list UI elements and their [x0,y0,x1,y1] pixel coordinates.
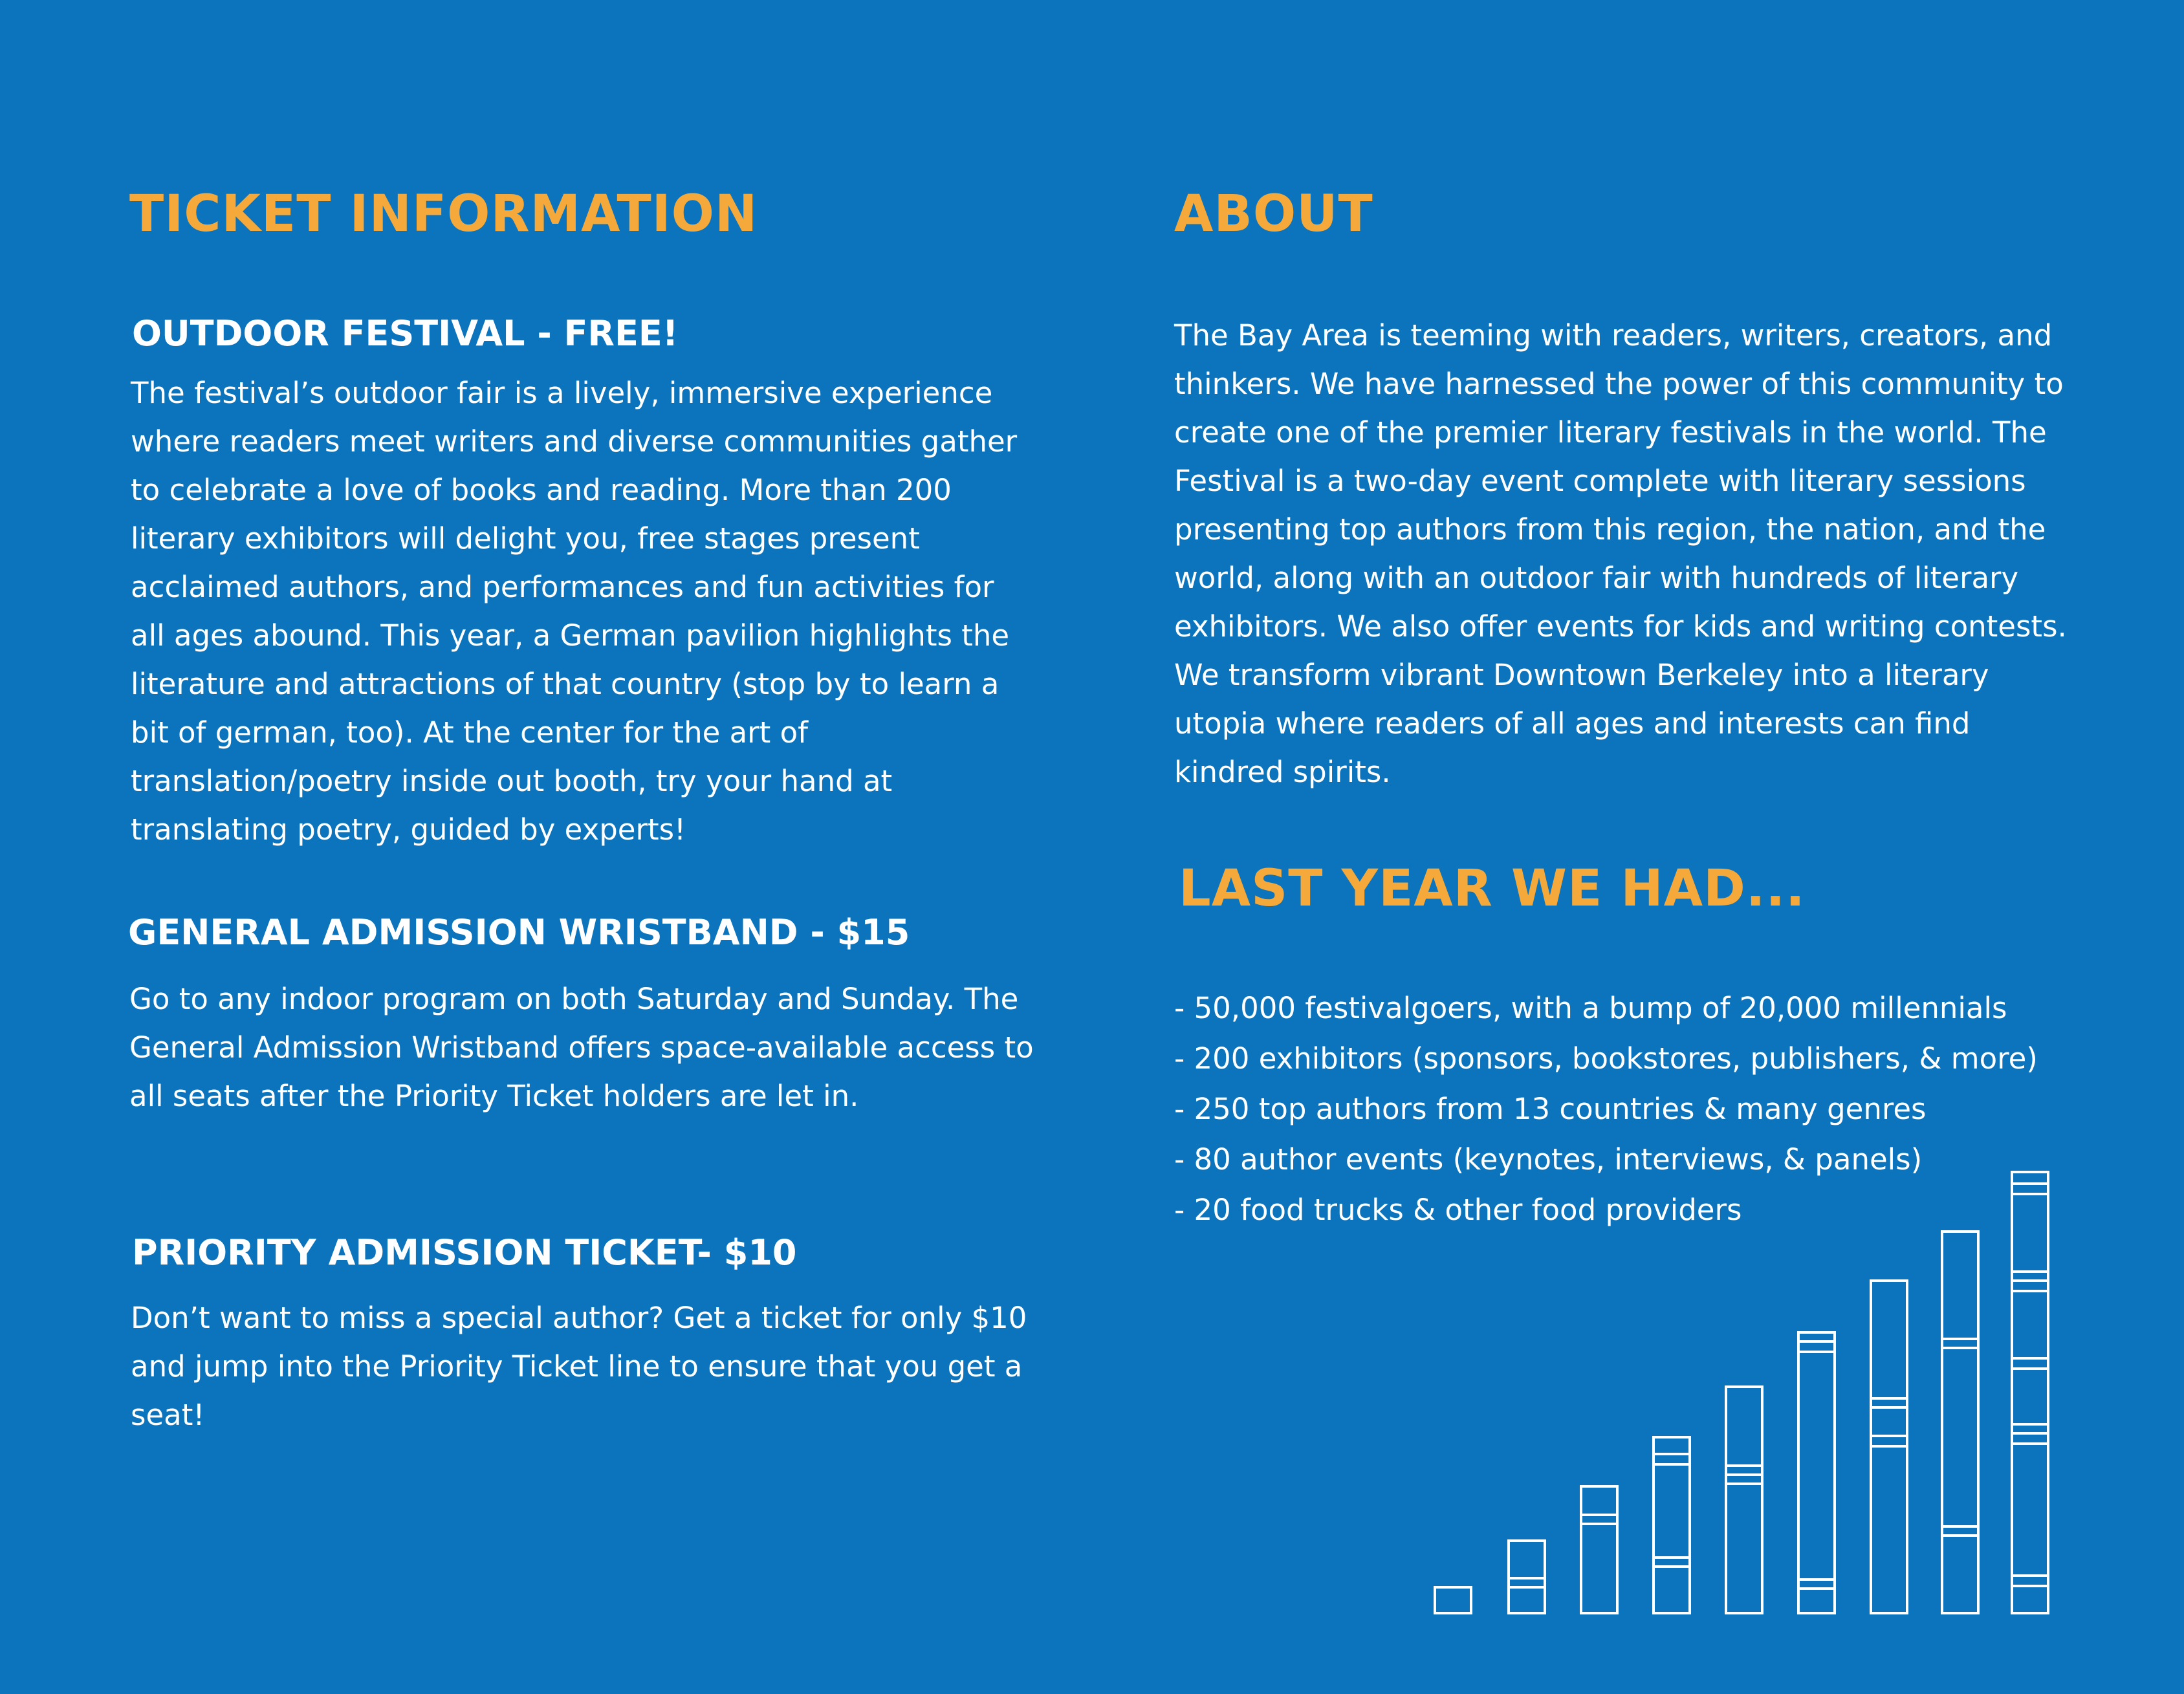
outdoor-festival-text: The festival’s outdoor fair is a lively, immersive experience where readers meet writers and diverse communities gather to celebrate a love of books and reading. More than 200 literary exhibitors will delight you, free stages present acclaimed authors, and performances and fun activities for all ages abound. This year, a German pavilion highlights the literature and attractions of that country (stop by to learn a bit of german, too). At the center for the art of translation/poetry inside out booth, try your hand at translating poetry, guided by experts! [131,376,1018,847]
book-stack-6 [1798,1332,1835,1613]
last-year-title: LAST YEAR WE HAD... [1179,860,1806,918]
book-stack-9 [2012,1172,2048,1613]
book-stack-5 [1726,1387,1762,1613]
priority-admission-heading: PRIORITY ADMISSION TICKET- $10 [132,1232,797,1273]
fact-item: - 250 top authors from 13 countries & many genres [1174,1092,1927,1126]
fact-item: - 50,000 festivalgoers, with a bump of 20,000 millennials [1174,991,2007,1025]
general-admission-text: Go to any indoor program on both Saturday and Sunday. The General Admission Wristband offers space-available access to all seats after the Priority Ticket holders are let in. [129,982,1034,1113]
book-stack-1 [1435,1587,1471,1613]
book-stack-3 [1581,1486,1617,1613]
outdoor-festival-heading: OUTDOOR FESTIVAL - FREE! [132,313,679,354]
book-stacks-illustration [1410,1158,2083,1623]
about-title: ABOUT [1174,185,1373,243]
general-admission-heading: GENERAL ADMISSION WRISTBAND - $15 [128,912,910,953]
fact-item: - 80 author events (keynotes, interviews, & panels) [1174,1142,1923,1177]
fact-item: - 20 food trucks & other food providers [1174,1193,1742,1227]
book-stack-7 [1871,1281,1907,1613]
book-stack-2 [1509,1541,1545,1613]
ticket-information-title: TICKET INFORMATION [129,185,758,243]
book-stack-8 [1942,1232,1978,1613]
book-stack-4 [1654,1437,1690,1613]
fact-item: - 200 exhibitors (sponsors, bookstores, publishers, & more) [1174,1041,2038,1076]
about-text: The Bay Area is teeming with readers, writers, creators, and thinkers. We have harnessed the power of this community to create one of the premier literary festivals in the world. The Festival is a two-day event complete with literary sessions presenting top authors from this region, the nation, and the world, along with an outdoor fair with hundreds of literary exhibitors. We also offer events for kids and writing contests. We transform vibrant Downtown Berkeley into a literary utopia where readers of all ages and interests can find kindred spirits. [1174,318,2067,789]
priority-admission-text: Don’t want to miss a special author? Get a ticket for only $10 and jump into the Priority Ticket line to ensure that you get a seat! [131,1301,1027,1432]
